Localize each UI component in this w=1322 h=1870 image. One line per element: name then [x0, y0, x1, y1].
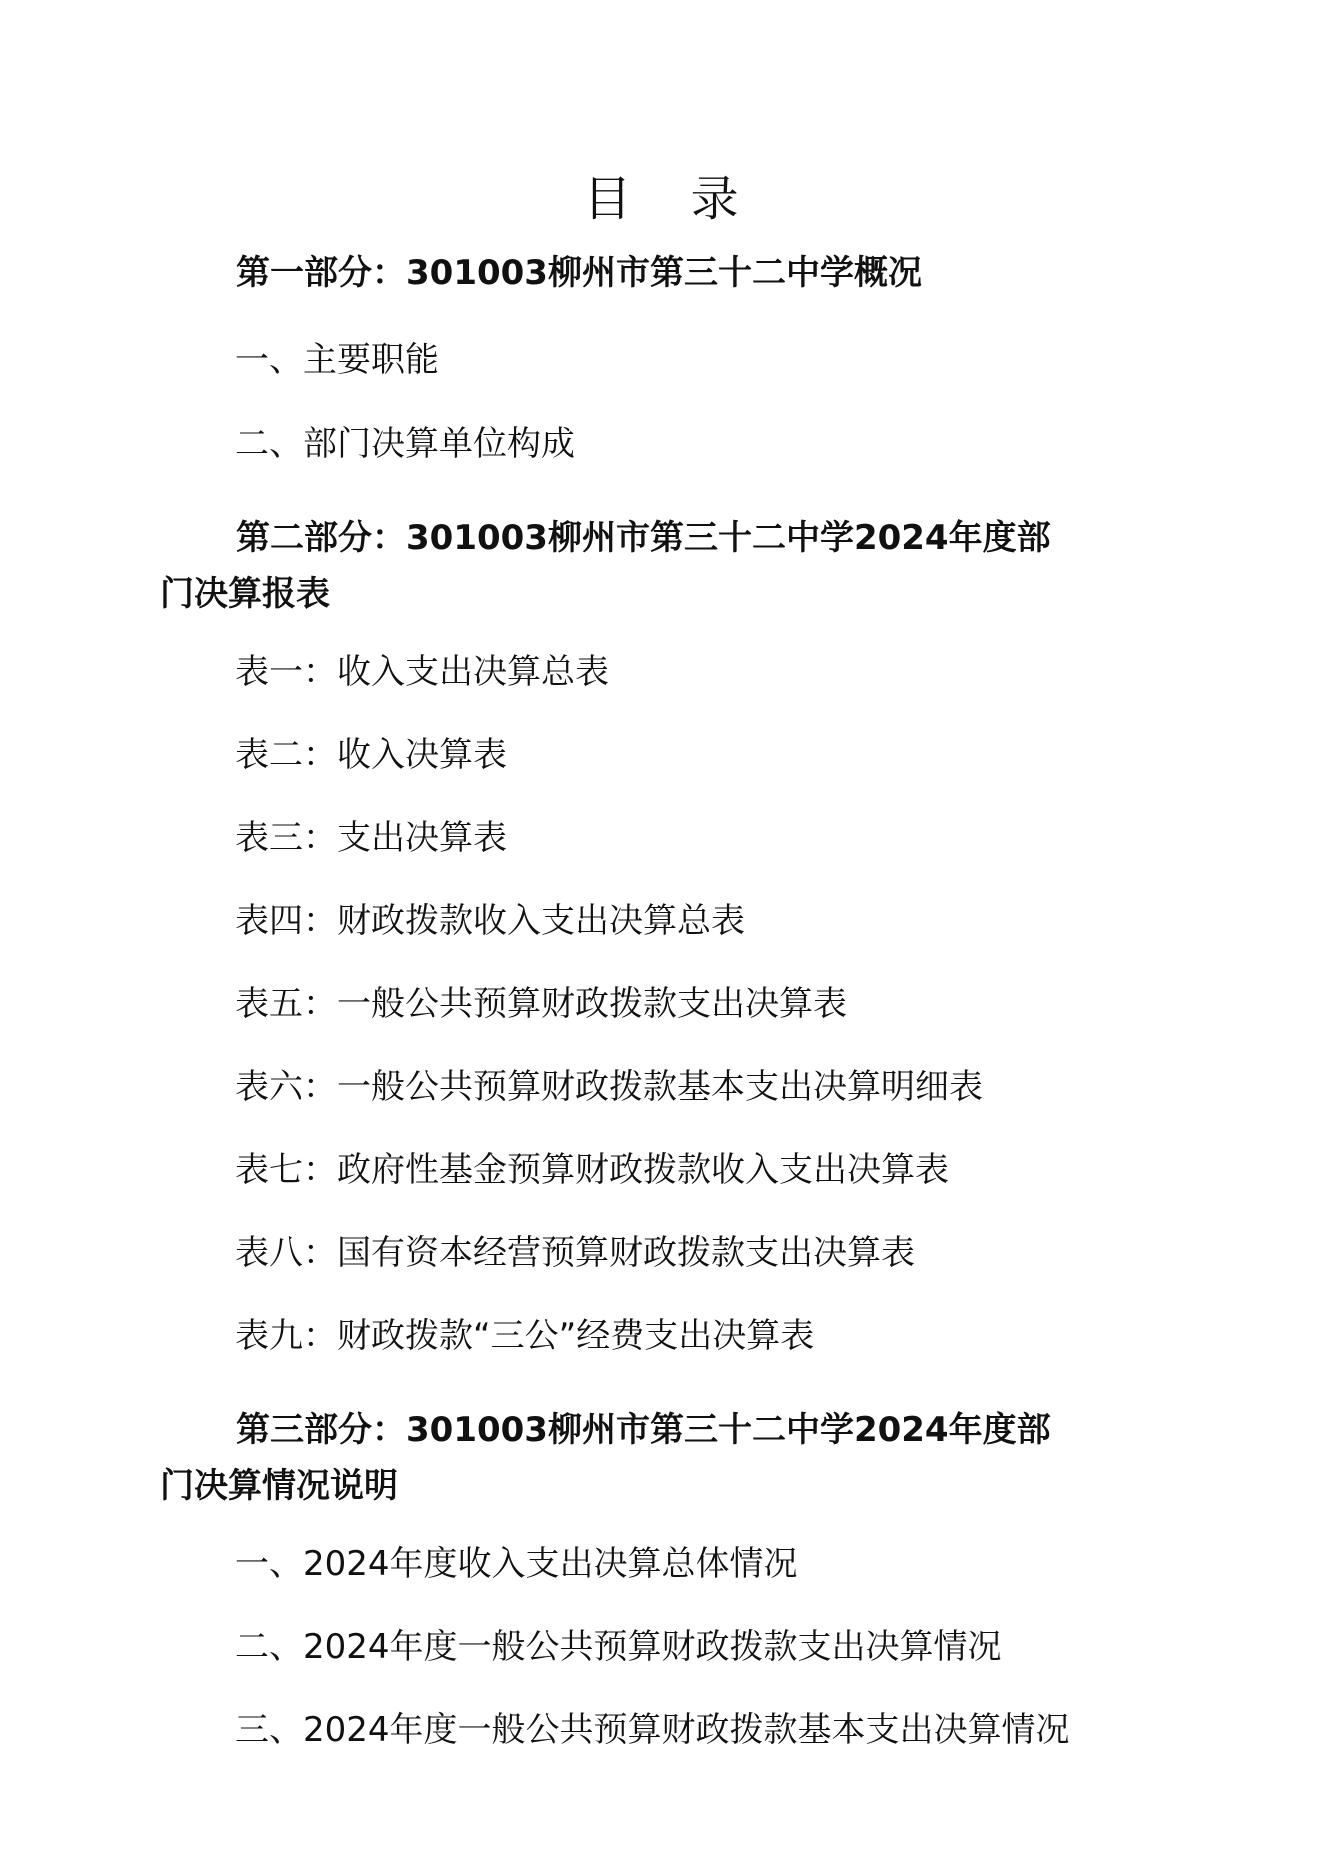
part2-item-7: 表七：政府性基金预算财政拨款收入支出决算表 [235, 1150, 949, 1190]
part1-heading: 第一部分：301003柳州市第三十二中学概况 [236, 253, 922, 293]
part2-item-3: 表三：支出决算表 [235, 818, 507, 858]
part2-item-8: 表八：国有资本经营预算财政拨款支出决算表 [235, 1233, 915, 1273]
part1-item-2: 二、部门决算单位构成 [235, 424, 575, 464]
part2-item-4: 表四：财政拨款收入支出决算总表 [235, 901, 745, 941]
part2-item-6: 表六：一般公共预算财政拨款基本支出决算明细表 [235, 1067, 983, 1107]
part2-item-1: 表一：收入支出决算总表 [235, 652, 609, 692]
part2-item-2: 表二：收入决算表 [235, 735, 507, 775]
part3-item-2: 二、2024年度一般公共预算财政拨款支出决算情况 [235, 1627, 1002, 1667]
part2-heading: 第二部分：301003柳州市第三十二中学2024年度部门决算报表 [160, 518, 1051, 614]
part2-item-9: 表九：财政拨款“三公”经费支出决算表 [235, 1316, 815, 1356]
part3-item-3: 三、2024年度一般公共预算财政拨款基本支出决算情况 [235, 1710, 1070, 1750]
part1-item-1: 一、主要职能 [235, 340, 439, 380]
part3-heading: 第三部分：301003柳州市第三十二中学2024年度部门决算情况说明 [160, 1410, 1051, 1506]
page-title: 目 录 [583, 171, 761, 228]
part2-item-5: 表五：一般公共预算财政拨款支出决算表 [235, 984, 847, 1024]
part3-item-1: 一、2024年度收入支出决算总体情况 [235, 1544, 798, 1584]
